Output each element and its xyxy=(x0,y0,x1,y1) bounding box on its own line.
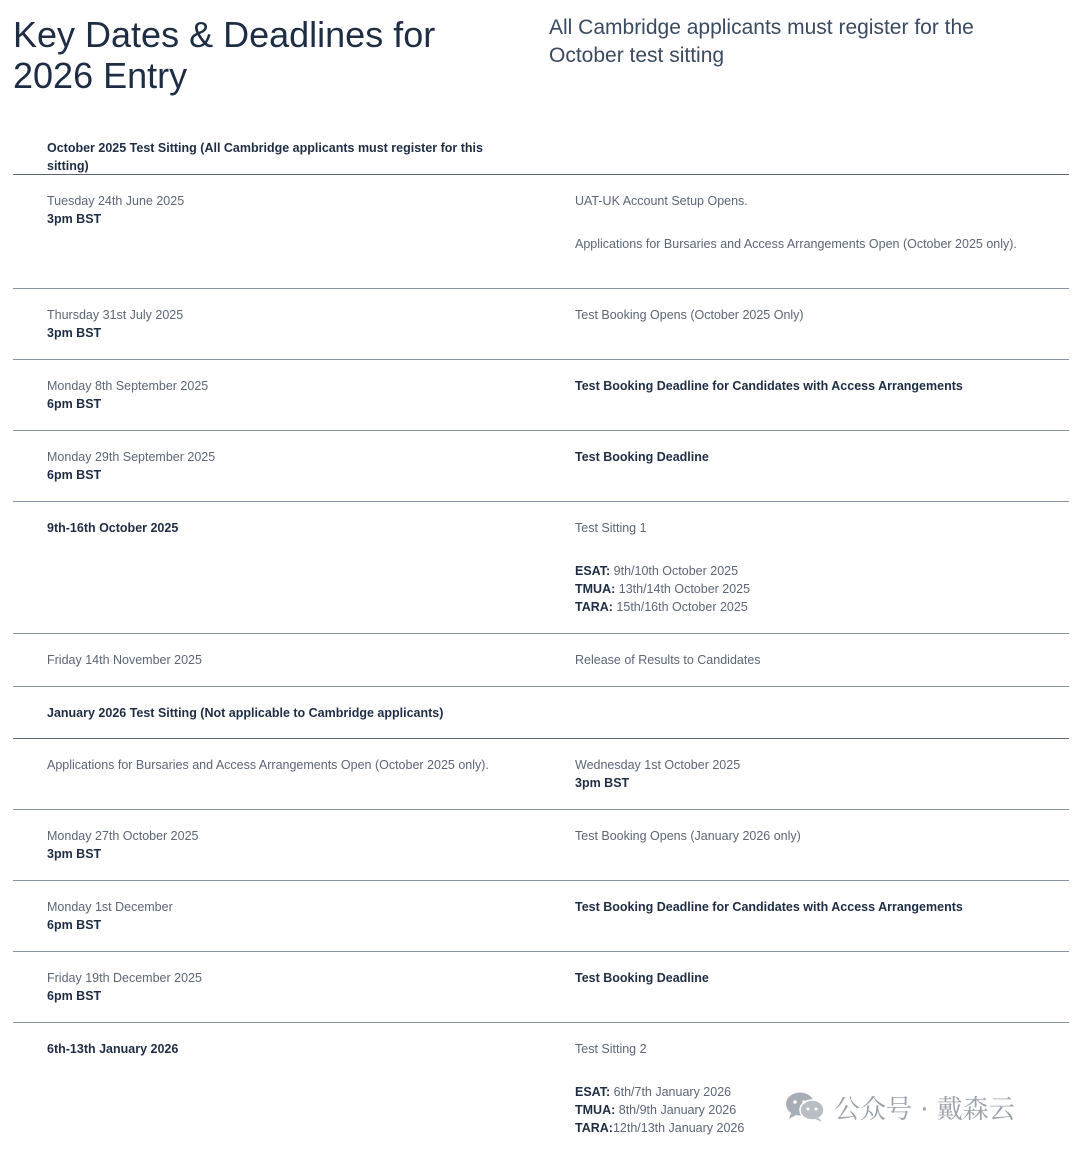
event-text: Test Booking Deadline xyxy=(575,450,709,464)
test-list xyxy=(575,562,1045,616)
table-row xyxy=(13,502,1069,634)
section-heading-label: October 2025 Test Sitting (All Cambridge applicants must register for this sitting) xyxy=(47,141,483,173)
test-line xyxy=(575,598,1045,616)
time-text: 3pm BST xyxy=(47,847,102,861)
date-text: Monday 27th October 2025 xyxy=(47,829,199,843)
time-text: 6pm BST xyxy=(47,468,102,482)
time-text: 6pm BST xyxy=(47,918,102,932)
date-cell xyxy=(47,360,507,413)
event-text: UAT-UK Account Setup Opens. xyxy=(575,194,748,208)
date-cell xyxy=(47,431,507,484)
date-cell xyxy=(47,952,507,1005)
page-title: Key Dates & Deadlines for 2026 Entry xyxy=(13,14,436,96)
event-text: Test Sitting 2 xyxy=(575,1042,647,1056)
wechat-icon xyxy=(784,1091,826,1123)
event-text: Test Booking Opens (January 2026 only) xyxy=(575,829,801,843)
table-row xyxy=(13,634,1069,687)
test-dates: 6th/7th January 2026 xyxy=(610,1085,732,1099)
table-row xyxy=(13,739,1069,810)
event-text: Release of Results to Candidates xyxy=(575,653,761,667)
event-cell xyxy=(47,739,507,774)
test-dates: 9th/10th October 2025 xyxy=(610,564,739,578)
date-cell xyxy=(47,175,507,228)
page-subtitle: All Cambridge applicants must register for the October test sitting xyxy=(549,16,974,67)
date-cell xyxy=(575,739,1045,792)
event-text: Applications for Bursaries and Access Arrangements Open (October 2025 only). xyxy=(47,758,489,772)
table-row xyxy=(13,952,1069,1023)
date-text: Monday 1st December xyxy=(47,900,173,914)
test-line xyxy=(575,580,1045,598)
event-text: Test Booking Deadline xyxy=(575,971,709,985)
watermark xyxy=(784,1090,1015,1124)
test-dates: 13th/14th October 2025 xyxy=(615,582,751,596)
date-text: Wednesday 1st October 2025 xyxy=(575,758,741,772)
test-name: TARA: xyxy=(575,600,613,614)
date-cell xyxy=(47,1023,507,1058)
event-cell xyxy=(575,881,1045,916)
table-row xyxy=(13,1023,1069,1151)
date-cell xyxy=(47,634,507,669)
date-text: Friday 14th November 2025 xyxy=(47,653,202,667)
table-row xyxy=(13,175,1069,289)
date-text: Monday 8th September 2025 xyxy=(47,379,209,393)
event-text: Test Sitting 1 xyxy=(575,521,647,535)
event-text: Test Booking Deadline for Candidates with Access Arrangements xyxy=(575,379,963,393)
event-cell xyxy=(575,289,1045,324)
date-text: Monday 29th September 2025 xyxy=(47,450,216,464)
event-cell xyxy=(575,502,1045,616)
time-text: 6pm BST xyxy=(47,397,102,411)
section-heading-january xyxy=(13,687,1069,739)
event-cell xyxy=(575,431,1045,466)
date-text: 6th-13th January 2026 xyxy=(47,1042,179,1056)
section-heading-october xyxy=(13,122,1069,175)
test-name: TARA: xyxy=(575,1121,613,1135)
date-cell xyxy=(47,810,507,863)
time-text: 3pm BST xyxy=(575,776,630,790)
event-text: Test Booking Deadline for Candidates with Access Arrangements xyxy=(575,900,963,914)
event-cell xyxy=(575,952,1045,987)
date-cell xyxy=(47,289,507,342)
event-cell xyxy=(575,175,1045,253)
test-dates: 12th/13th January 2026 xyxy=(612,1121,745,1135)
date-text: Tuesday 24th June 2025 xyxy=(47,194,185,208)
time-text: 6pm BST xyxy=(47,989,102,1003)
section-heading-label: January 2026 Test Sitting (Not applicable to Cambridge applicants) xyxy=(47,706,444,720)
time-text: 3pm BST xyxy=(47,212,102,226)
date-cell xyxy=(47,502,507,537)
event-cell xyxy=(575,810,1045,845)
event-text: Applications for Bursaries and Access Arrangements Open (October 2025 only). xyxy=(575,237,1017,251)
table-row xyxy=(13,431,1069,502)
key-dates-table xyxy=(13,122,1069,1151)
time-text: 3pm BST xyxy=(47,326,102,340)
date-text: Friday 19th December 2025 xyxy=(47,971,202,985)
date-text: Thursday 31st July 2025 xyxy=(47,308,184,322)
test-name: TMUA: xyxy=(575,1103,616,1117)
table-row xyxy=(13,289,1069,360)
event-cell xyxy=(575,634,1045,669)
date-text: 9th-16th October 2025 xyxy=(47,521,179,535)
test-name: ESAT: xyxy=(575,1085,611,1099)
test-name: ESAT: xyxy=(575,564,611,578)
test-line xyxy=(575,562,1045,580)
date-cell xyxy=(47,881,507,934)
event-text: Test Booking Opens (October 2025 Only) xyxy=(575,308,804,322)
event-cell xyxy=(575,360,1045,395)
table-row xyxy=(13,360,1069,431)
test-dates: 8th/9th January 2026 xyxy=(615,1103,737,1117)
test-dates: 15th/16th October 2025 xyxy=(612,600,748,614)
table-row xyxy=(13,810,1069,881)
test-name: TMUA: xyxy=(575,582,616,596)
table-row xyxy=(13,881,1069,952)
watermark-text: 公众号 · 戴森云 xyxy=(834,1094,1015,1125)
